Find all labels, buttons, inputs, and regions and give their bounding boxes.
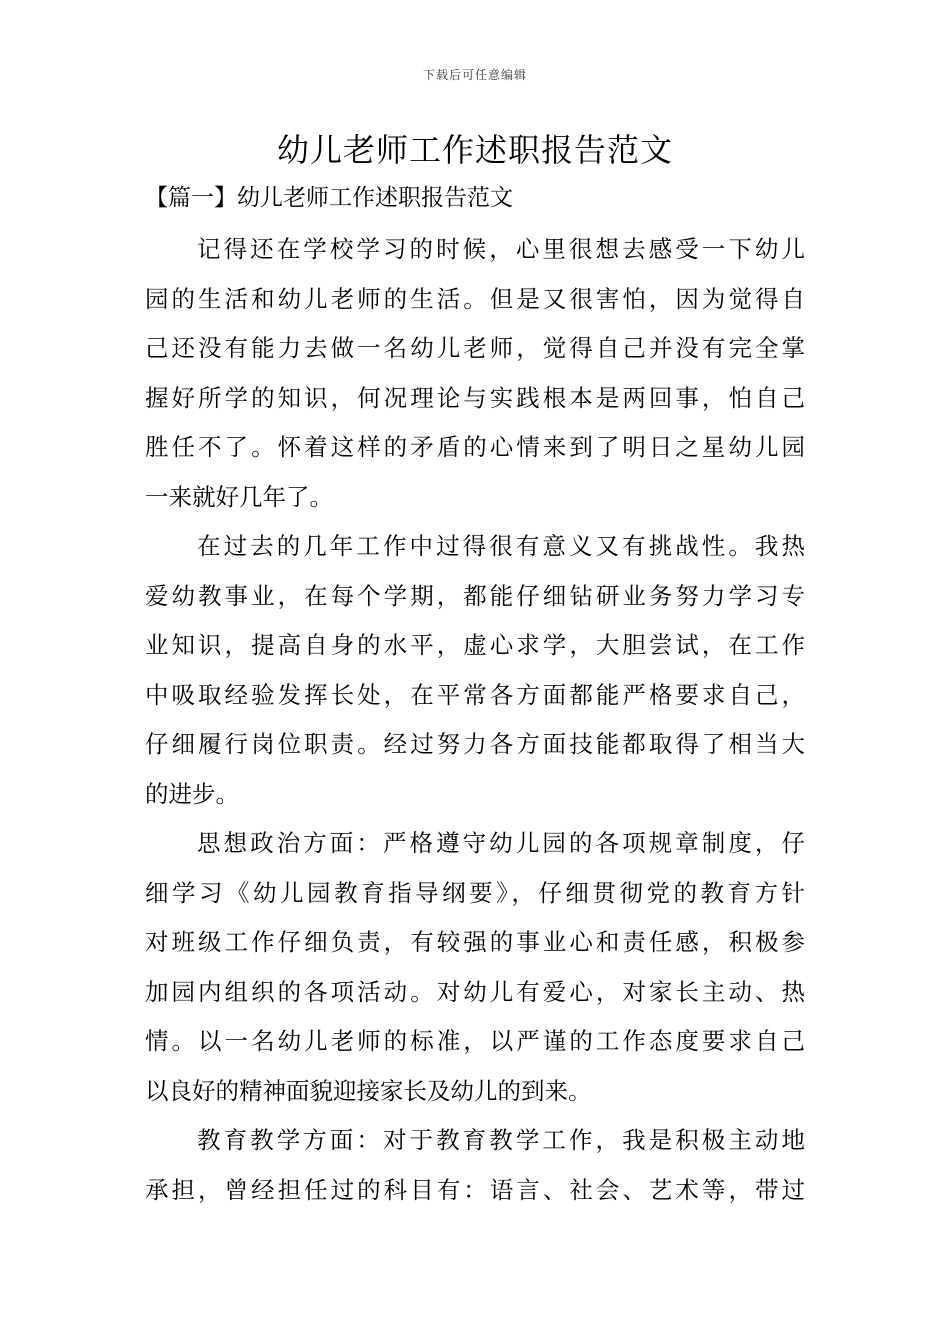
document-body bbox=[145, 225, 805, 1215]
text-line: 握好所学的知识，何况理论与实践根本是两回事，怕自己 bbox=[145, 383, 805, 412]
text-line: 对班级工作仔细负责，有较强的事业心和责任感，积极参 bbox=[145, 928, 805, 956]
text-line: 胜任不了。怀着这样的矛盾的心情来到了明日之星幼儿园 bbox=[145, 433, 805, 461]
text-line: 记得还在学校学习的时候，心里很想去感受一下幼儿 bbox=[197, 235, 805, 263]
text-line: 以良好的精神面貌迎接家长及幼儿的到来。 bbox=[145, 1076, 592, 1105]
paragraph-4 bbox=[145, 1116, 805, 1215]
text-line: 一来就好几年了。 bbox=[145, 482, 333, 511]
text-line: 业知识，提高自身的水平，虚心求学，大胆尝试，在工作 bbox=[145, 631, 805, 659]
text-line: 加园内组织的各项活动。对幼儿有爱心，对家长主动、热 bbox=[145, 977, 805, 1006]
paragraph-3 bbox=[145, 819, 805, 1116]
document-title: 幼儿老师工作述职报告范文 bbox=[276, 131, 673, 169]
text-line: 爱幼教事业，在每个学期，都能仔细钻研业务努力学习专 bbox=[145, 581, 805, 610]
text-line: 的进步。 bbox=[145, 779, 239, 808]
header-note: 下载后可任意编辑 bbox=[422, 68, 527, 82]
text-line: 在过去的几年工作中过得很有意义又有挑战性。我热 bbox=[197, 532, 805, 560]
text-line: 园的生活和幼儿老师的生活。但是又很害怕，因为觉得自 bbox=[145, 284, 805, 313]
paragraph-1 bbox=[145, 225, 805, 522]
text-line: 教育教学方面：对于教育教学工作，我是积极主动地 bbox=[197, 1126, 805, 1154]
paragraph-2 bbox=[145, 522, 805, 819]
text-line: 承担，曾经担任过的科目有：语言、社会、艺术等，带过 bbox=[145, 1175, 805, 1204]
text-line: 己还没有能力去做一名幼儿老师，觉得自己并没有完全掌 bbox=[145, 334, 805, 362]
text-line: 细学习《幼儿园教育指导纲要》，仔细贯彻党的教育方针 bbox=[145, 878, 805, 907]
text-line: 情。以一名幼儿老师的标准，以严谨的工作态度要求自己 bbox=[145, 1027, 805, 1055]
text-line: 中吸取经验发挥长处，在平常各方面都能严格要求自己， bbox=[145, 680, 805, 709]
text-line: 思想政治方面：严格遵守幼儿园的各项规章制度，仔 bbox=[197, 829, 805, 857]
text-line: 仔细履行岗位职责。经过努力各方面技能都取得了相当大 bbox=[145, 730, 805, 758]
section-heading: 【篇一】幼儿老师工作述职报告范文 bbox=[145, 185, 513, 211]
